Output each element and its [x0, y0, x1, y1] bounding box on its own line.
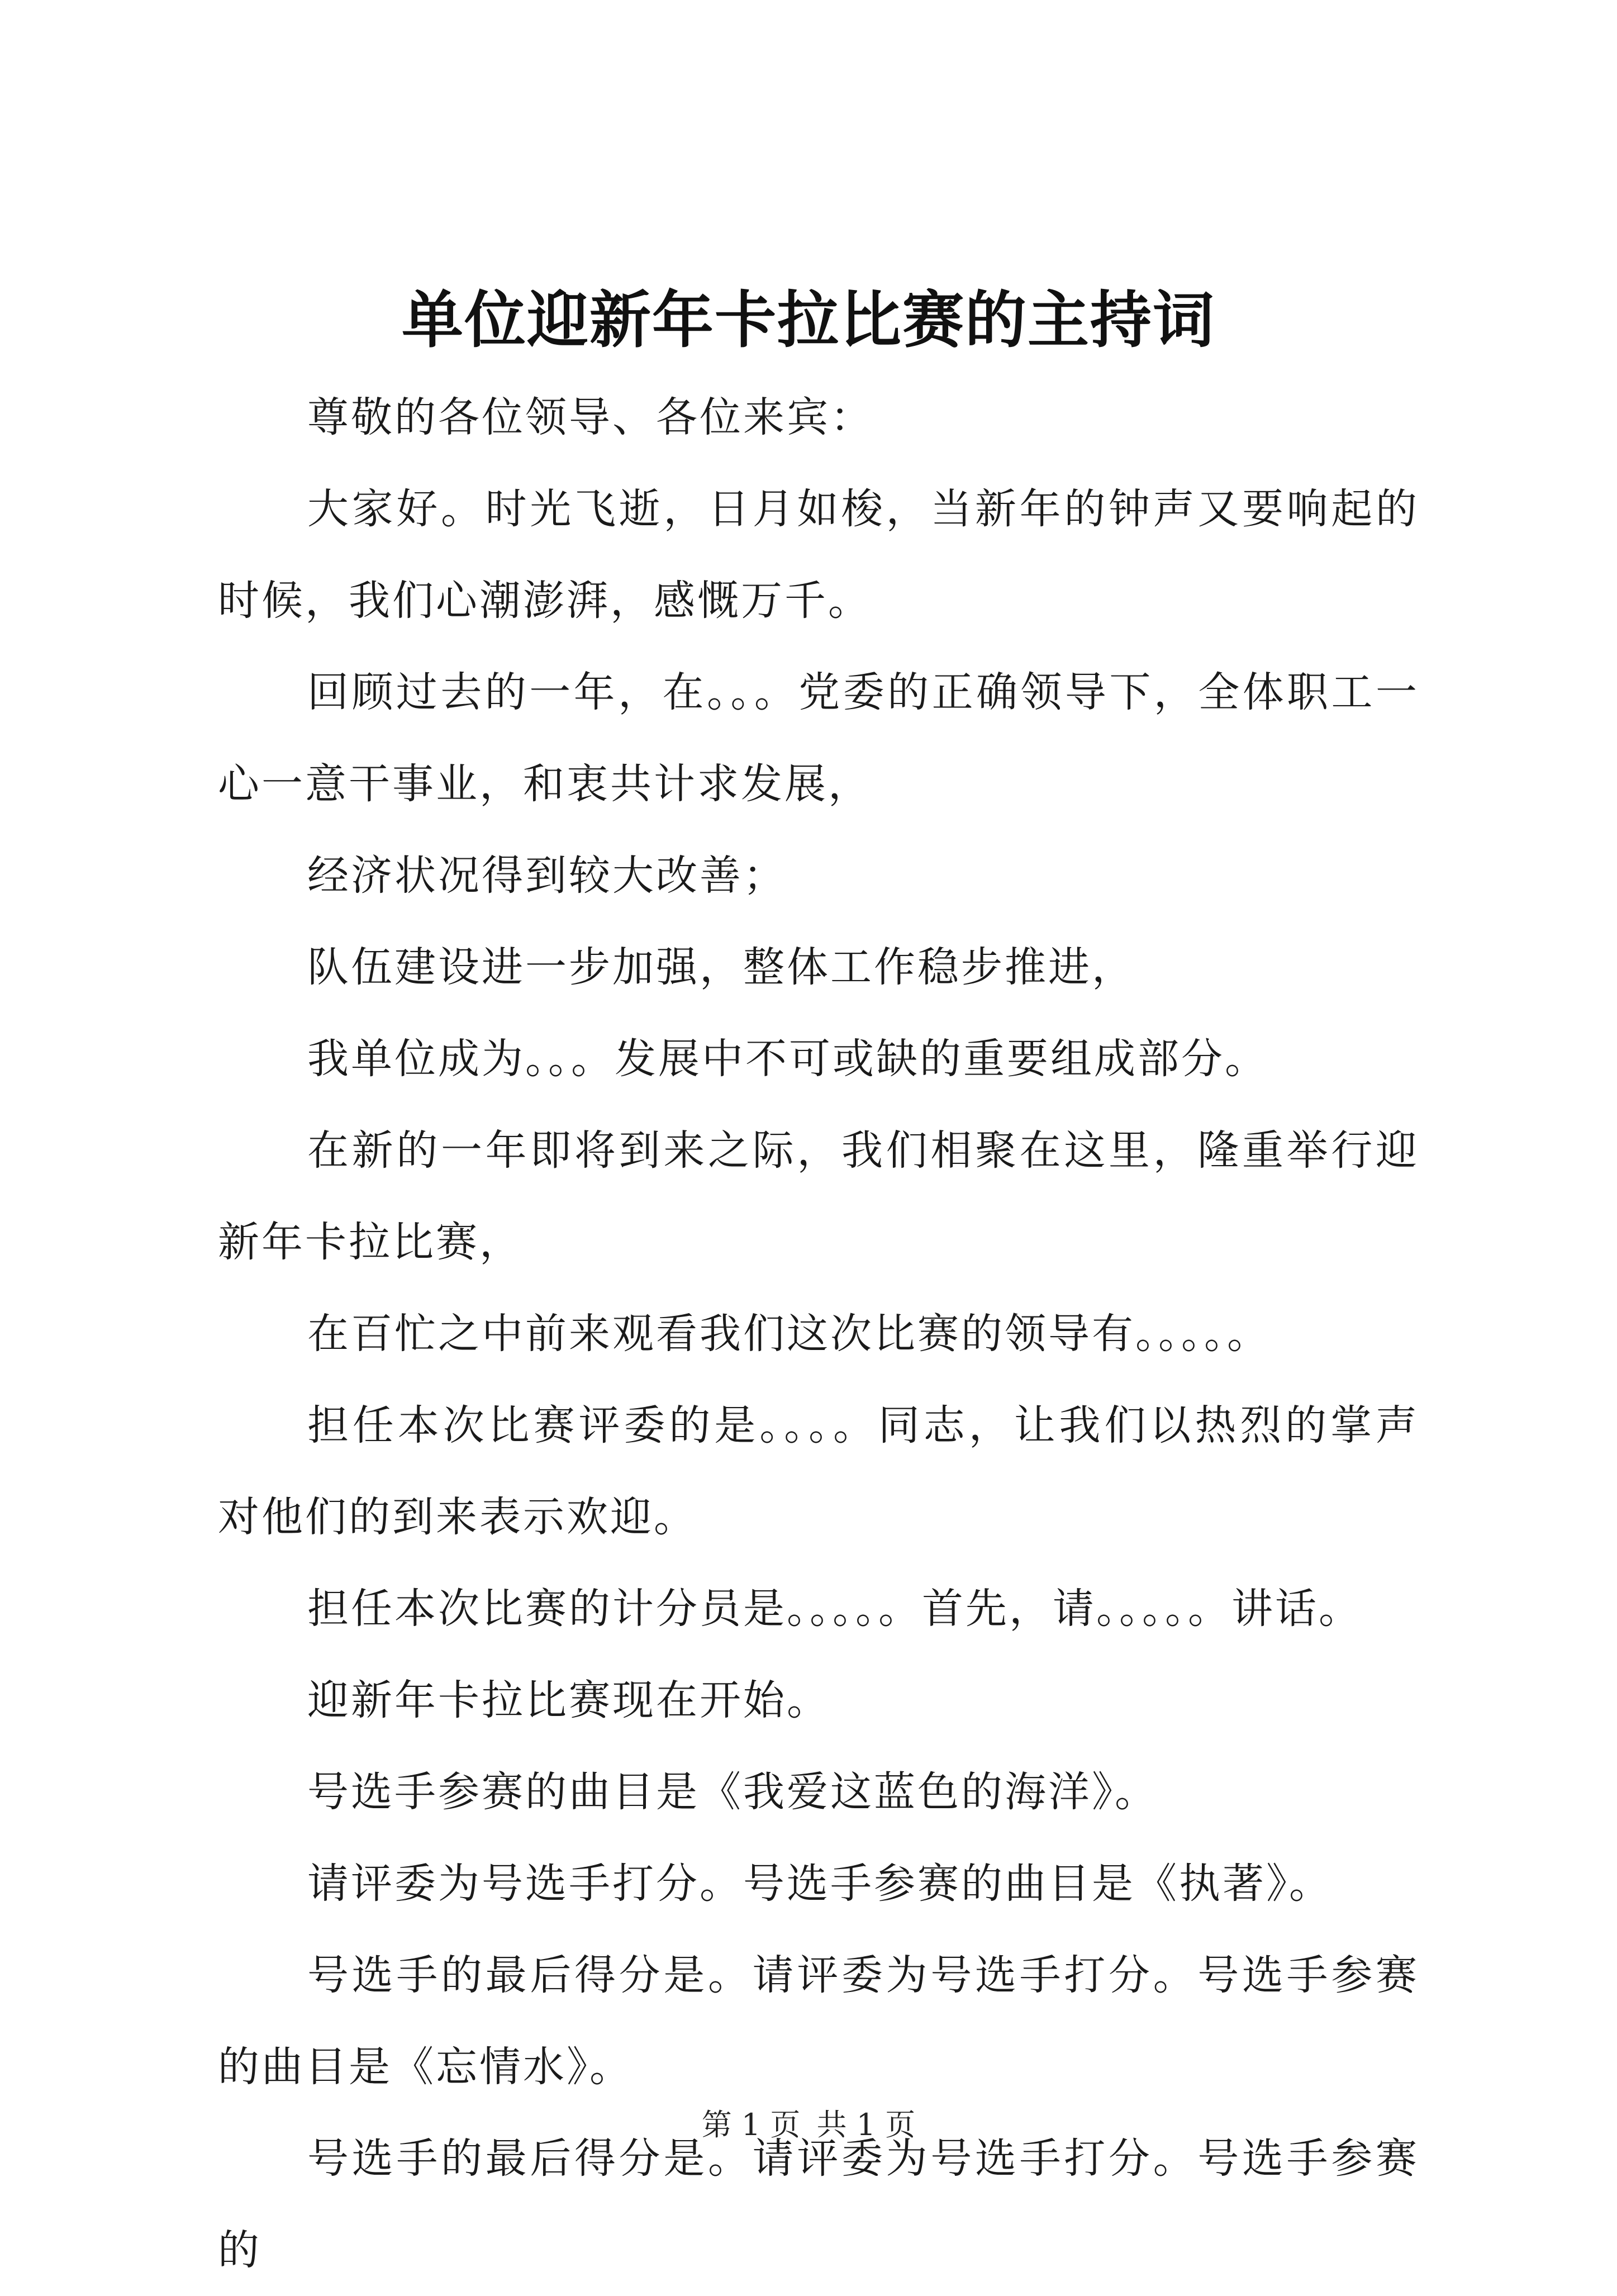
paragraph: 队伍建设进一步加强，整体工作稳步推进， [307, 943, 1135, 991]
paragraph: 担任本次比赛评委的是。。。。同志，让我们以热烈的掌声对他们的到来表示欢迎。 [218, 1401, 1419, 1541]
paragraph: 尊敬的各位领导、各位来宾： [307, 393, 874, 441]
paragraph: 号选手的最后得分是。请评委为号选手打分。号选手参赛的曲目是《忘情水》。 [218, 1951, 1419, 2091]
paragraph: 担任本次比赛的计分员是。。。。。首先，请。。。。。讲话。 [307, 1585, 1362, 1633]
paragraph: 回顾过去的一年，在。。。党委的正确领导下，全体职工一心一意干事业，和衷共计求发展， [218, 668, 1419, 808]
paragraph: 号选手的最后得分是。请评委为号选手打分。号选手参赛的 [218, 2135, 1419, 2274]
paragraph: 在百忙之中前来观看我们这次比赛的领导有。。。。。 [307, 1310, 1271, 1358]
paragraph: 请评委为号选手打分。号选手参赛的曲目是《执著》。 [307, 1860, 1333, 1908]
paragraph: 经济状况得到较大改善； [307, 852, 787, 900]
page-footer [0, 2105, 1617, 2145]
document-body [218, 372, 1419, 2296]
page-number: 第 1 页 [701, 2107, 801, 2142]
paragraph: 大家好。时光飞逝，日月如梭，当新年的钟声又要响起的时候，我们心潮澎湃，感慨万千。 [218, 485, 1419, 625]
page-total: 共 1 页 [816, 2107, 916, 2142]
paragraph: 迎新年卡拉比赛现在开始。 [307, 1676, 830, 1724]
paragraph: 号选手参赛的曲目是《我爱这蓝色的海洋》。 [307, 1768, 1158, 1816]
paragraph: 在新的一年即将到来之际，我们相聚在这里，隆重举行迎新年卡拉比赛， [218, 1126, 1419, 1266]
document-title: 单位迎新年卡拉比赛的主持词 [402, 284, 1215, 356]
paragraph: 我单位成为。。。发展中不可或缺的重要组成部分。 [307, 1035, 1268, 1083]
